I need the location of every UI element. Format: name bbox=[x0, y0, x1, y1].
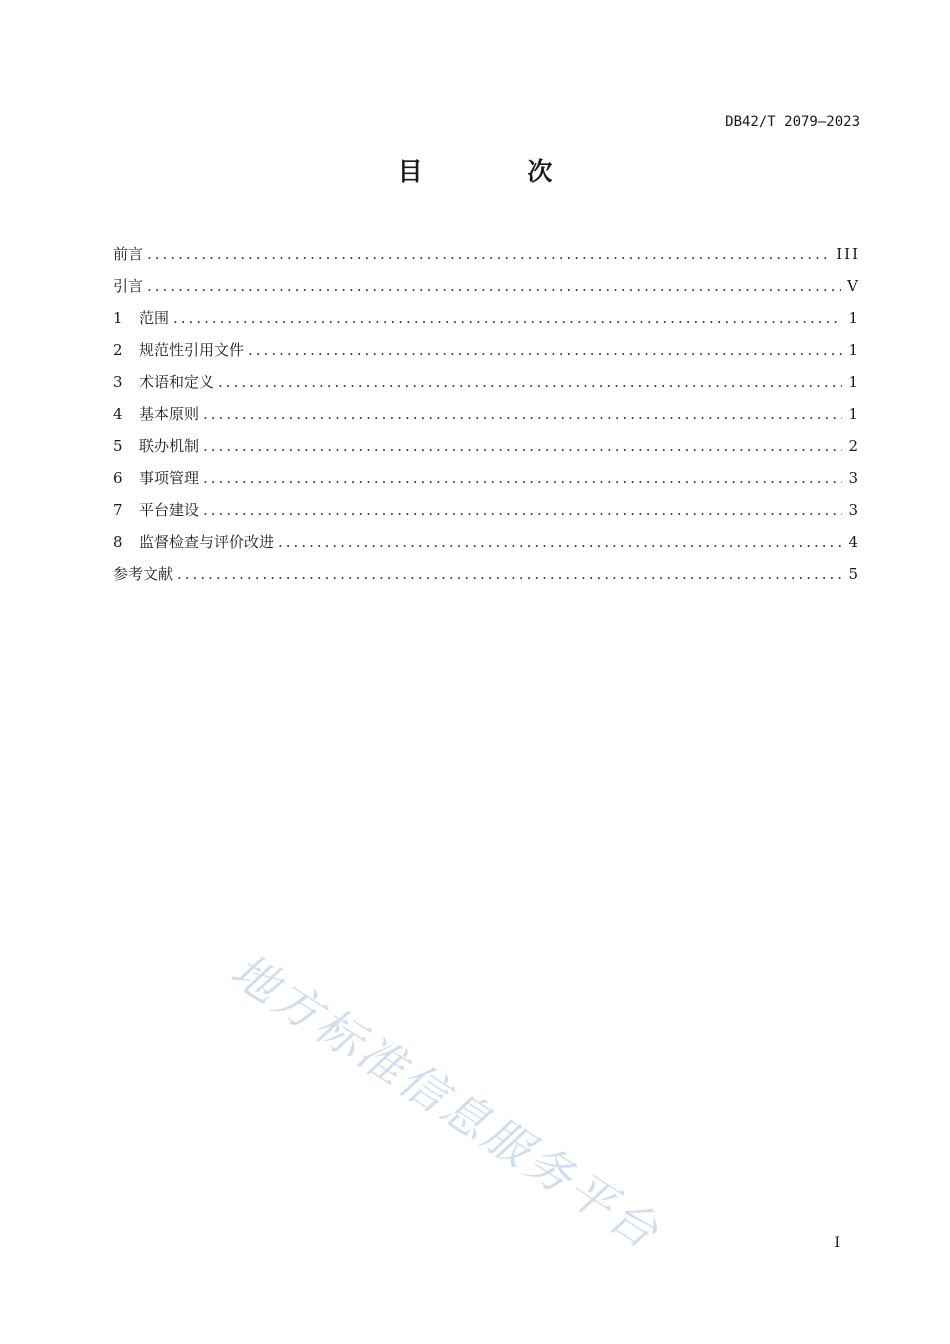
toc-entry-normative-references[interactable] bbox=[113, 334, 860, 366]
toc-entry-number: 4 bbox=[113, 405, 123, 423]
toc-entry-label: 规范性引用文件 bbox=[139, 341, 245, 359]
toc-entry-supervision-evaluation[interactable] bbox=[113, 526, 860, 558]
toc-entry-page: 2 bbox=[848, 437, 860, 455]
toc-entry-number: 5 bbox=[113, 437, 123, 455]
toc-entry-scope[interactable] bbox=[113, 302, 860, 334]
toc-entry-label: 联办机制 bbox=[139, 437, 200, 455]
toc-title: 目 次 bbox=[397, 157, 601, 186]
toc-entry-page: 5 bbox=[848, 565, 860, 583]
toc-entry-number: 1 bbox=[113, 309, 123, 327]
toc-dot-leader bbox=[203, 430, 842, 462]
table-of-contents bbox=[113, 238, 860, 590]
toc-entry-label: 基本原则 bbox=[139, 405, 200, 423]
toc-entry-page: III bbox=[836, 245, 860, 263]
toc-entry-number: 8 bbox=[113, 533, 123, 551]
toc-entry-page: 3 bbox=[848, 501, 860, 519]
toc-entry-number: 6 bbox=[113, 469, 123, 487]
toc-entry-page: 1 bbox=[848, 309, 860, 327]
toc-entry-label: 事项管理 bbox=[139, 469, 200, 487]
toc-entry-page: 1 bbox=[848, 405, 860, 423]
toc-dot-leader bbox=[203, 398, 842, 430]
toc-entry-label: 参考文献 bbox=[113, 565, 174, 583]
toc-entry-bibliography[interactable] bbox=[113, 558, 860, 590]
toc-dot-leader bbox=[218, 366, 842, 398]
toc-dot-leader bbox=[177, 558, 842, 590]
page-number: I bbox=[834, 1235, 840, 1251]
document-code: DB42/T 2079—2023 bbox=[725, 114, 860, 130]
toc-dot-leader bbox=[147, 270, 841, 302]
toc-entry-foreword[interactable] bbox=[113, 238, 860, 270]
toc-entry-number: 7 bbox=[113, 501, 123, 519]
watermark-text: 地方标准信息服务平台 bbox=[221, 942, 671, 1261]
toc-entry-number: 2 bbox=[113, 341, 123, 359]
toc-entry-label: 平台建设 bbox=[139, 501, 200, 519]
toc-entry-platform-construction[interactable] bbox=[113, 494, 860, 526]
toc-dot-leader bbox=[278, 526, 842, 558]
toc-dot-leader bbox=[173, 302, 842, 334]
toc-entry-page: V bbox=[847, 277, 860, 295]
toc-entry-terms-definitions[interactable] bbox=[113, 366, 860, 398]
toc-dot-leader bbox=[248, 334, 842, 366]
toc-entry-page: 1 bbox=[848, 373, 860, 391]
toc-entry-label: 范围 bbox=[139, 309, 170, 327]
toc-dot-leader bbox=[203, 494, 842, 526]
toc-entry-page: 4 bbox=[848, 533, 860, 551]
toc-entry-label: 引言 bbox=[113, 277, 144, 295]
toc-entry-number: 3 bbox=[113, 373, 123, 391]
toc-entry-matter-management[interactable] bbox=[113, 462, 860, 494]
toc-entry-label: 术语和定义 bbox=[139, 373, 215, 391]
toc-entry-joint-mechanism[interactable] bbox=[113, 430, 860, 462]
toc-entry-page: 1 bbox=[848, 341, 860, 359]
toc-entry-basic-principles[interactable] bbox=[113, 398, 860, 430]
toc-entry-label: 监督检查与评价改进 bbox=[139, 533, 275, 551]
toc-entry-page: 3 bbox=[848, 469, 860, 487]
toc-dot-leader bbox=[147, 238, 830, 270]
toc-entry-introduction[interactable] bbox=[113, 270, 860, 302]
toc-entry-label: 前言 bbox=[113, 245, 144, 263]
toc-dot-leader bbox=[203, 462, 842, 494]
